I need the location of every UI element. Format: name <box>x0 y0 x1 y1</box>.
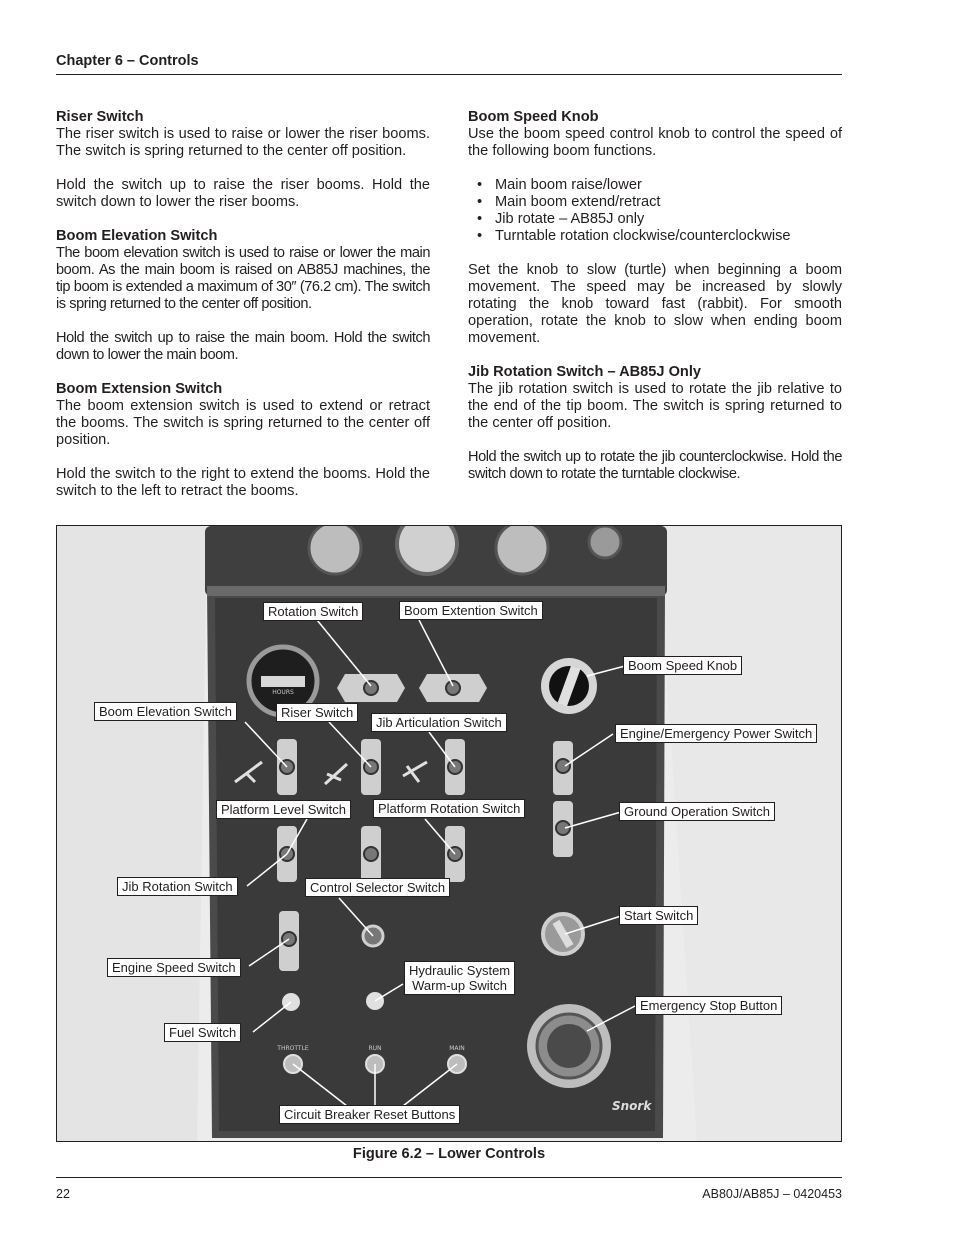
jib-rotation-switch-label: Jib Rotation Switch <box>117 877 238 896</box>
riser-switch-paragraph-2: Hold the switch up to raise the riser booms. Hold the switch down to lower the riser booms. <box>56 177 430 210</box>
rotation-switch-label: Rotation Switch <box>263 602 363 621</box>
lower-controls-figure <box>56 525 842 1142</box>
hourmeter-text: HOURS <box>272 689 294 696</box>
jib-rotation-heading: Jib Rotation Switch – AB85J Only <box>468 364 702 380</box>
riser-switch-paragraph-1: The riser switch is used to raise or lower the riser booms. The switch is spring returned to the center off position. <box>56 126 430 159</box>
jib-articulation-switch-label: Jib Articulation Switch <box>371 713 507 732</box>
list-item: • Jib rotate – AB85J only <box>468 211 842 228</box>
figure-caption: Figure 6.2 – Lower Controls <box>352 1146 546 1162</box>
hydraulic-label-line-2: Warm-up Switch <box>412 978 507 993</box>
hydraulic-warmup-switch-label <box>404 961 515 995</box>
fuel-switch-label: Fuel Switch <box>164 1023 241 1042</box>
chapter-header: Chapter 6 – Controls <box>56 53 199 69</box>
boom-elevation-switch-label: Boom Elevation Switch <box>94 702 237 721</box>
riser-switch-label: Riser Switch <box>276 703 358 722</box>
control-selector-switch-label: Control Selector Switch <box>305 878 450 897</box>
throttle-text: THROTTLE <box>277 1045 309 1052</box>
boom-elevation-paragraph-2: Hold the switch up to raise the main boom. Hold the switch down to lower the main boom. <box>56 330 430 363</box>
platform-level-switch-label: Platform Level Switch <box>216 800 351 819</box>
emergency-stop-button-label: Emergency Stop Button <box>635 996 782 1015</box>
ground-operation-switch-label: Ground Operation Switch <box>619 802 775 821</box>
boom-extension-heading: Boom Extension Switch <box>56 381 223 397</box>
boom-speed-list <box>468 177 842 245</box>
run-text: RUN <box>368 1045 382 1052</box>
platform-rotation-switch-label: Platform Rotation Switch <box>373 799 525 818</box>
boom-extension-paragraph-2: Hold the switch to the right to extend the booms. Hold the switch to the left to retract the booms. <box>56 466 430 499</box>
list-item: • Main boom extend/retract <box>468 194 842 211</box>
list-item: • Turntable rotation clockwise/counterclockwise <box>468 228 842 245</box>
jib-rotation-paragraph-2: Hold the switch up to rotate the jib counterclockwise. Hold the switch down to rotate the turntable clockwise. <box>468 449 842 482</box>
footer-rule <box>56 1177 842 1178</box>
start-switch-label: Start Switch <box>619 906 698 925</box>
boom-extension-paragraph-1: The boom extension switch is used to extend or retract the booms. The switch is spring returned to the center off position. <box>56 398 430 448</box>
riser-switch-heading: Riser Switch <box>56 109 144 125</box>
boom-elevation-paragraph-1: The boom elevation switch is used to raise or lower the main boom. As the main boom is raised on AB85J machines, the tip boom is extended a maximum of 30″ (76.2 cm). The switch is spring returned to the center off position. <box>56 245 430 312</box>
boom-speed-paragraph-2: Set the knob to slow (turtle) when beginning a boom movement. The speed may be increased by slowly rotating the knob toward fast (rabbit). For smooth operation, rotate the knob to slow when ending boom movement. <box>468 262 842 346</box>
engine-speed-switch-label: Engine Speed Switch <box>107 958 241 977</box>
list-item: • Main boom raise/lower <box>468 177 842 194</box>
jib-rotation-paragraph-1: The jib rotation switch is used to rotate the jib relative to the end of the tip boom. The switch is spring returned to the center off position. <box>468 381 842 431</box>
boom-extention-switch-label: Boom Extention Switch <box>399 601 543 620</box>
header-rule <box>56 74 842 75</box>
boom-speed-paragraph-1: Use the boom speed control knob to control the speed of the following boom functions. <box>468 126 842 159</box>
boom-elevation-heading: Boom Elevation Switch <box>56 228 218 244</box>
boom-speed-heading: Boom Speed Knob <box>468 109 599 125</box>
hydraulic-label-line-1: Hydraulic System <box>409 963 511 978</box>
brand-logo-text: Snork <box>612 1099 652 1113</box>
circuit-breaker-reset-buttons-label: Circuit Breaker Reset Buttons <box>279 1105 460 1124</box>
page-number: 22 <box>56 1187 70 1201</box>
engine-emergency-power-switch-label: Engine/Emergency Power Switch <box>615 724 817 743</box>
left-column <box>56 109 430 517</box>
document-id: AB80J/AB85J – 0420453 <box>702 1187 842 1201</box>
boom-speed-knob-label: Boom Speed Knob <box>623 656 742 675</box>
main-text: MAIN <box>449 1045 465 1052</box>
right-column <box>468 109 842 500</box>
